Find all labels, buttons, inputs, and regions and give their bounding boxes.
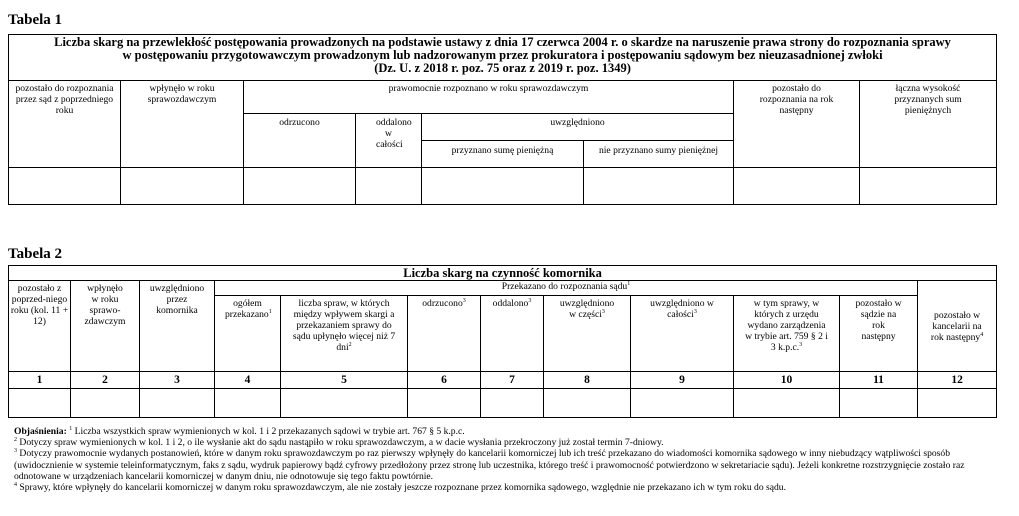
note-1-text: Liczba wszystkich spraw wymienionych w kol. 1 i 2 przekazanych sądowi w trybie art. 767 § 5 k.p.c. — [74, 426, 465, 437]
table1-heading: Tabela 1 — [8, 12, 63, 28]
t2-cell-10[interactable] — [734, 389, 840, 418]
table1-title-line-3: (Dz. U. z 2018 r. poz. 75 oraz z 2019 r. poz. 1349) — [374, 61, 631, 75]
t2-header-col2 — [71, 281, 140, 372]
table1-title-line-2: w postępowaniu przygotowawczym prowadzonym lub nadzorowanym przez prokuratora i postępowaniu sądowym bez nieuzasadnionej zwłoki — [122, 48, 883, 62]
t2-header-col8-text: uwzględniono w części — [559, 298, 615, 320]
t2-data-row — [9, 389, 997, 418]
t1-header-odrzucono: odrzucono — [244, 114, 356, 168]
t2-num-5: 5 — [281, 372, 408, 389]
table2 — [8, 265, 997, 418]
explanatory-notes — [14, 426, 1004, 493]
note-2: $^2$ Dotyczy spraw wymienionych w kol. 1 i 2, o ile wysłanie akt do sądu nastąpiło w roku sprawozdawczym, a w dacie wysłania przekroczony już został termin 7-dniowy. — [14, 437, 664, 449]
notes-label: Objaśnienia: — [14, 426, 67, 437]
table1-title-line-1: Liczba skarg na przewlekłość postępowania prowadzonych na podstawie ustawy z dnia 17 czerwca 2004 r. o skardze na naruszenie prawa strony do rozpoznania sprawy — [54, 35, 951, 49]
t2-cell-12[interactable] — [918, 389, 997, 418]
t1-cell-6[interactable] — [584, 168, 734, 205]
t1-header-laczna: łączna wysokość przyznanych sum pieniężnych — [860, 81, 997, 168]
t1-header-prawomocnie: prawomocnie rozpoznano w roku sprawozdawczym — [244, 81, 734, 114]
t2-num-3: 3 — [140, 372, 215, 389]
t2-num-11: 11 — [840, 372, 918, 389]
t2-header-col3 — [140, 281, 215, 372]
t2-cell-1[interactable] — [9, 389, 71, 418]
t2-num-2: 2 — [71, 372, 140, 389]
t2-header-col1 — [9, 281, 71, 372]
t2-header-col2-text: wpłynęło w roku sprawo-zdawczym — [84, 283, 126, 327]
t2-header-col4-text: ogółem przekazano — [225, 298, 269, 320]
t2-cell-8[interactable] — [544, 389, 631, 418]
t2-cell-7[interactable] — [481, 389, 544, 418]
note-3: $^3$ Dotyczy prawomocnie wydanych postanowień, które w danym roku sprawozdawczym po raz pierwszy wpłynęły do kancelarii komorniczej lub ich treść przekazano do wiadomości komornika sądowego w inny niebudzący wątpliwości sposób (uwidocznienie w systemie teleinformatycznym, faks z sądu, wydruk papierowy bądź cyfrowy przedłożony przez stronę lub uczestnika, którego treść i prawomocność potwierdzono w sekretariacie sądu). Jeżeli konkretne rozstrzygnięcie zostało raz odnotowane w urządzeniach kancelarii komorniczej w danym dniu, nie odnotowuje się tego faktu powtórnie. — [14, 448, 965, 482]
t2-cell-3[interactable] — [140, 389, 215, 418]
t2-header-col9: uwzględniono w całości$^3$ — [631, 296, 734, 372]
t2-num-9: 9 — [631, 372, 734, 389]
t1-header-oddalono: oddalono w całości — [356, 114, 422, 168]
t2-num-12: 12 — [918, 372, 997, 389]
t2-cell-5[interactable] — [281, 389, 408, 418]
t2-num-1: 1 — [9, 372, 71, 389]
t2-number-row — [9, 372, 997, 389]
t2-header-col9-text: uwzględniono w całości — [650, 298, 714, 320]
t2-num-4: 4 — [215, 372, 281, 389]
t2-cell-11[interactable] — [840, 389, 918, 418]
t1-header-pozostalo: pozostało do rozpoznania przez sąd z poprzedniego roku — [9, 81, 121, 168]
table1-title — [9, 35, 997, 81]
t2-num-10: 10 — [734, 372, 840, 389]
t1-cell-2[interactable] — [121, 168, 244, 205]
t2-header-col12-text: pozostało w kancelarii na rok następny — [930, 309, 982, 343]
t2-header-col6-text: odrzucono — [422, 298, 463, 309]
t1-cell-3[interactable] — [244, 168, 356, 205]
t1-header-przyznano: przyznano sumę pieniężną — [422, 141, 584, 168]
t2-header-col5: liczba spraw, w których między wpływem skargi a przekazaniem sprawy do sądu upłynęło więcej niż 7 dni$^2$ — [281, 296, 408, 372]
t2-header-przekazano-text: Przekazano do rozpoznania sądu — [501, 281, 628, 292]
note-3-text: Dotyczy prawomocnie wydanych postanowień, które w danym roku sprawozdawczym po raz pierwszy wpłynęły do kancelarii komorniczej lub ich treść przekazano do wiadomości komornika sądowego w inny niebudzący wątpliwości sposób (uwidocznienie w systemie teleinformatycznym, faks z sądu, wydruk papierowy bądź cyfrowy przedłożony przez stronę lub uczestnika, którego treść i prawomocność potwierdzono w sekretariacie sądu). Jeżeli konkretne rozstrzygnięcie zostało raz odnotowane w urządzeniach kancelarii komorniczej w danym dniu, nie odnotowuje się tego faktu powtórnie. — [14, 448, 965, 482]
t1-header-pozostalo-nast: pozostało do rozpoznania na rok następny — [734, 81, 860, 168]
note-1: Objaśnienia: $^1$ Liczba wszystkich spraw wymienionych w kol. 1 i 2 przekazanych sądowi w trybie art. 767 § 5 k.p.c. — [14, 425, 465, 437]
table2-title: Liczba skarg na czynność komornika — [9, 266, 997, 281]
t2-cell-4[interactable] — [215, 389, 281, 418]
t2-header-col7: oddalono$^3$ — [481, 296, 544, 372]
t1-cell-7[interactable] — [734, 168, 860, 205]
t2-header-przekazano: Przekazano do rozpoznania sądu$^1$ — [215, 281, 918, 296]
t2-header-col11 — [840, 296, 918, 372]
t1-cell-8[interactable] — [860, 168, 997, 205]
t1-header-nie-przyznano: nie przyznano sumy pieniężnej — [584, 141, 734, 168]
t2-header-col10: w tym sprawy, w których z urzędu wydano zarządzenia w trybie art. 759 § 2 i 3 k.p.c.$^3$ — [734, 296, 840, 372]
t2-header-col6: odrzucono$^3$ — [408, 296, 481, 372]
t1-cell-4[interactable] — [356, 168, 422, 205]
t2-header-col5-text: liczba spraw, w których między wpływem skargi a przekazaniem sprawy do sądu upłynęło więcej niż 7 dni — [292, 298, 396, 353]
note-4-text: Sprawy, które wpłynęły do kancelarii komorniczej w danym roku sprawozdawczym, ale nie zostały jeszcze rozpoznane przez komornika sądowego, względnie nie przekazano ich w tym roku do sądu. — [19, 482, 787, 494]
t2-num-8: 8 — [544, 372, 631, 389]
t2-header-col11-text: pozostało w sądzie na rok następny — [855, 298, 902, 342]
t2-cell-9[interactable] — [631, 389, 734, 418]
t1-cell-5[interactable] — [422, 168, 584, 205]
t1-header-wplynelo: wpłynęło w roku sprawozdawczym — [121, 81, 244, 168]
note-4: $^4$ Sprawy, które wpłynęły do kancelarii komorniczej w danym roku sprawozdawczym, ale nie zostały jeszcze rozpoznane przez komornika sądowego, względnie nie przekazano ich w tym roku do sądu. — [14, 481, 787, 494]
t2-header-col1-text: pozostało z poprzed-niego roku (kol. 11 + 12) — [10, 283, 69, 327]
t2-cell-2[interactable] — [71, 389, 140, 418]
t2-header-col7-text: oddalono — [492, 298, 529, 309]
t1-header-uwzglednione: uwzględniono — [422, 114, 734, 141]
note-2-text: Dotyczy spraw wymienionych w kol. 1 i 2, o ile wysłanie akt do sądu nastąpiło w roku sprawozdawczym, a w dacie wysłania przekroczony już został termin 7-dniowy. — [19, 437, 664, 449]
table2-heading: Tabela 2 — [8, 246, 63, 262]
t2-header-col8: uwzględniono w części$^3$ — [544, 296, 631, 372]
t2-header-col3-text: uwzględniono przez komornika — [149, 283, 205, 316]
t2-header-col10-text: w tym sprawy, w których z urzędu wydano zarządzenia w trybie art. 759 § 2 i 3 k.p.c. — [745, 298, 828, 353]
t2-cell-6[interactable] — [408, 389, 481, 418]
t1-cell-1[interactable] — [9, 168, 121, 205]
t2-header-col12: pozostało w kancelarii na rok następny$^4$ — [918, 281, 997, 372]
t2-num-6: 6 — [408, 372, 481, 389]
t1-data-row — [9, 168, 997, 205]
table1 — [8, 34, 997, 205]
t2-num-7: 7 — [481, 372, 544, 389]
t2-header-col4: ogółem przekazano$^1$ — [215, 296, 281, 372]
